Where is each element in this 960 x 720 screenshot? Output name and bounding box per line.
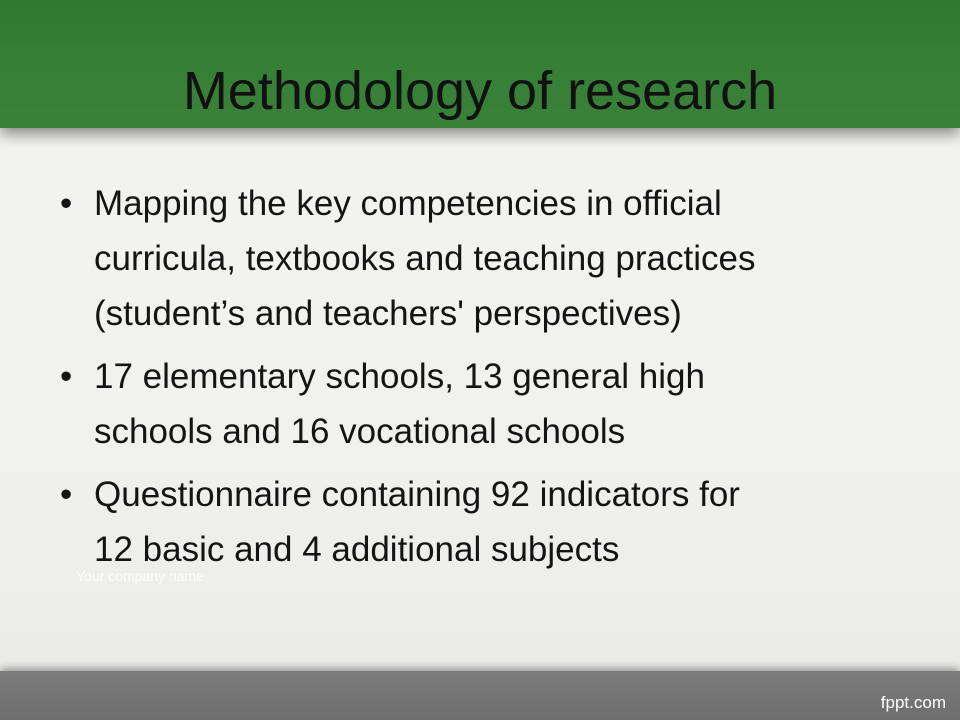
bullet-line: Mapping the key competencies in official: [94, 184, 722, 223]
bullet-line: (student’s and teachers' perspectives): [94, 294, 682, 333]
footer-bar: [0, 671, 960, 720]
bullet-item: [56, 349, 916, 459]
bullet-line: schools and 16 vocational schools: [94, 412, 626, 451]
bullet-line: Questionnaire containing 92 indicators for: [94, 475, 740, 514]
bullet-line: 12 basic and 4 additional subjects: [94, 530, 620, 569]
bullet-icon: •: [60, 184, 73, 223]
bullet-item: [56, 176, 916, 341]
company-name-placeholder: Your company name: [76, 568, 204, 584]
bullet-line: curricula, textbooks and teaching practices: [94, 239, 756, 278]
bullet-icon: •: [60, 357, 73, 396]
bullet-line: 17 elementary schools, 13 general high: [94, 357, 705, 396]
bullet-item: [56, 467, 916, 577]
footer-brand: fppt.com: [880, 693, 946, 712]
bullet-list: [56, 176, 916, 585]
bullet-icon: •: [60, 475, 73, 514]
slide-title: Methodology of research: [182, 61, 778, 121]
